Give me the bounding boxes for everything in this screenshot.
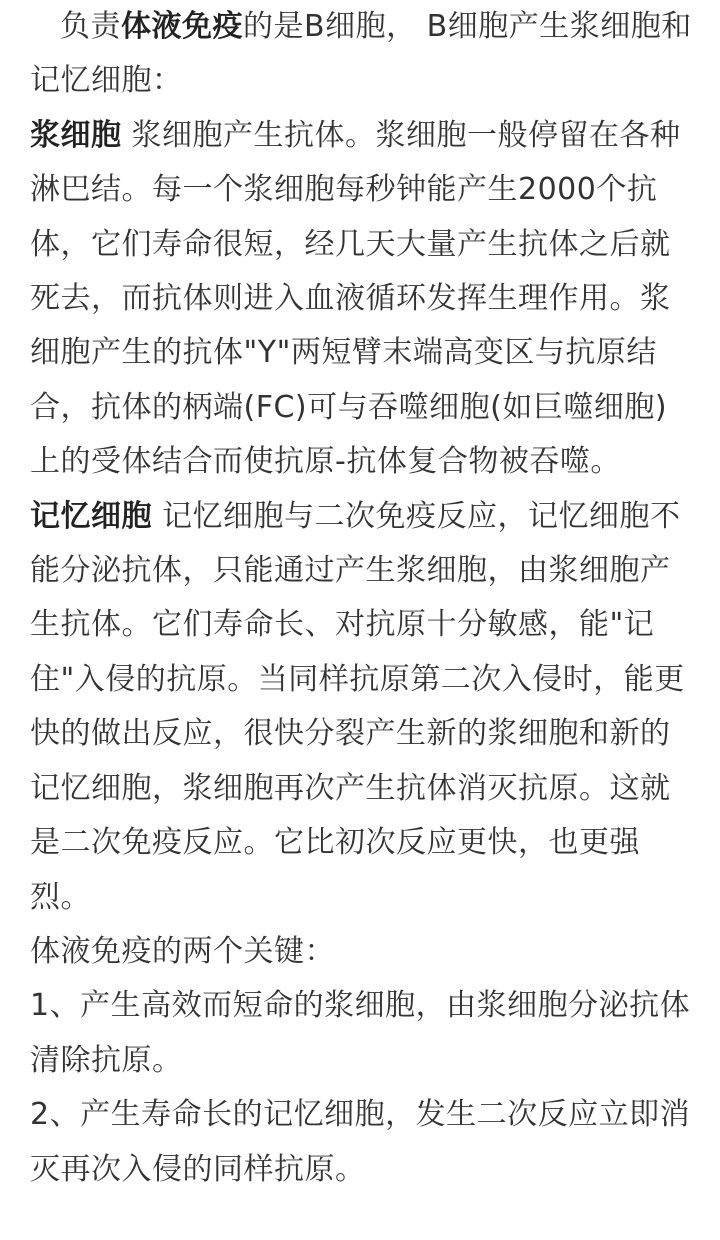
plasma-cell-term: 浆细胞 bbox=[30, 117, 122, 153]
intro-paragraph bbox=[30, 0, 692, 109]
humoral-immunity-term: 体液免疫 bbox=[121, 9, 243, 44]
intro-text-after: 的是B细胞， B细胞产生浆细胞和记忆细胞： bbox=[30, 9, 692, 99]
keys-heading: 体液免疫的两个关键： bbox=[30, 933, 335, 969]
memory-cell-paragraph bbox=[30, 490, 692, 925]
intro-text-before: 负责 bbox=[60, 9, 121, 44]
memory-cell-text: 记忆细胞与二次免疫反应，记忆细胞不能分泌抗体，只能通过产生浆细胞，由浆细胞产生抗体。它们寿命长、对抗原十分敏感，能"记住"入侵的抗原。当同样抗原第二次入侵时，能更快的做出反应，很快分裂产生新的浆细胞和新的记忆细胞，浆细胞再次产生抗体消灭抗原。这就是二次免疫反应。它比初次反应更快，也更强烈。 bbox=[30, 498, 685, 915]
memory-cell-term: 记忆细胞 bbox=[30, 498, 152, 534]
plasma-cell-paragraph bbox=[30, 109, 692, 490]
key-item-2: 2、产生寿命长的记忆细胞，发生二次反应立即消灭再次入侵的同样抗原。 bbox=[30, 1097, 691, 1187]
key-item-1: 1、产生高效而短命的浆细胞，由浆细胞分泌抗体清除抗原。 bbox=[30, 988, 691, 1078]
plasma-cell-text: 浆细胞产生抗体。浆细胞一般停留在各种淋巴结。每一个浆细胞每秒钟能产生2000个抗体，它们寿命很短，经几天大量产生抗体之后就死去，而抗体则进入血液循环发挥生理作用。浆细胞产生的抗体"Y"两短臂末端高变区与抗原结合，抗体的柄端(FC)可与吞噬细胞(如巨噬细胞)上的受体结合而使抗原-抗体复合物被吞噬。 bbox=[30, 117, 681, 480]
